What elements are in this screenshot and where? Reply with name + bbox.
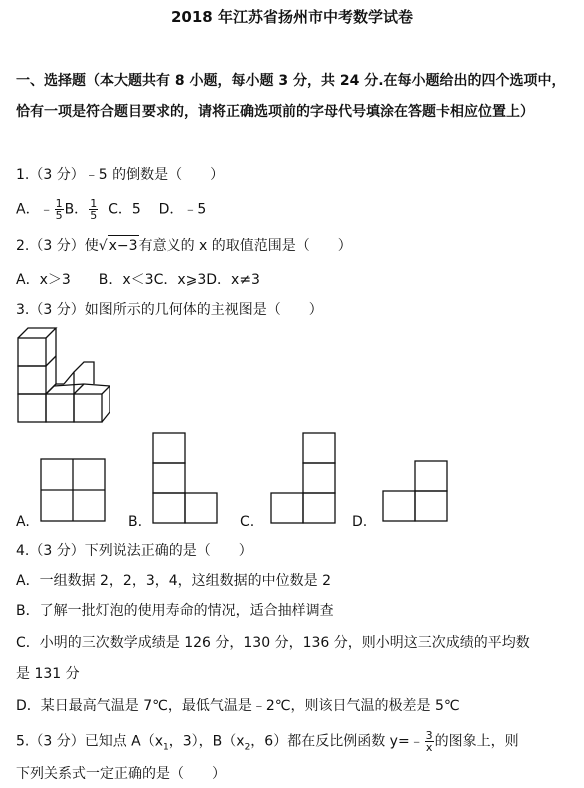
q5-sub2: 2 bbox=[244, 742, 251, 753]
q5-mid2: ，6）都在反比例函数 y=﹣ bbox=[250, 733, 424, 750]
q1-option-a-fraction bbox=[55, 198, 64, 221]
q5-fraction bbox=[425, 730, 434, 753]
q5-stem-prefix: 5.（3 分）已知点 A（x bbox=[16, 733, 164, 750]
q5-stem-suffix: 的图象上，则 bbox=[434, 733, 519, 750]
q3-option-d-label: D. bbox=[352, 514, 368, 530]
q4-stem: 4.（3 分）下列说法正确的是（ ） bbox=[16, 543, 253, 559]
q1-b-denominator: 5 bbox=[90, 209, 98, 222]
q1-a-numerator: 1 bbox=[55, 197, 63, 210]
section-heading: 一、选择题（本大题共有 8 小题，每小题 3 分，共 24 分.在每小题给出的四个选项中，恰有一项是符合题目要求的，请将正确选项前的字母代号填涂在答题卡相应位置上） bbox=[16, 73, 566, 120]
q2-radicand: x−3 bbox=[108, 235, 139, 256]
q3-option-b-figure bbox=[152, 432, 218, 524]
q3-stem: 3.（3 分）如图所示的几何体的主视图是（ ） bbox=[16, 302, 323, 318]
q1-option-c: C．5 bbox=[108, 201, 141, 218]
q2-options: A．x＞3 B．x＜3C．x⩾3D．x≠3 bbox=[16, 272, 260, 288]
q3-option-a-figure bbox=[40, 458, 106, 522]
q4-option-a: A．一组数据 2，2，3，4，这组数据的中位数是 2 bbox=[16, 573, 332, 589]
q1-b-numerator: 1 bbox=[90, 197, 98, 210]
q4-option-c-line1: C．小明的三次数学成绩是 126 分，130 分，136 分，则小明这三次成绩的平均数 bbox=[16, 635, 530, 651]
q3-option-d-figure bbox=[382, 460, 448, 522]
q5-frac-numerator: 3 bbox=[425, 729, 433, 742]
q3-option-a-label: A. bbox=[16, 514, 30, 530]
q2-stem-suffix: 有意义的 x 的取值范围是（ ） bbox=[138, 238, 352, 254]
sqrt-sign: √ bbox=[98, 238, 108, 254]
q4-option-c-line2: 是 131 分 bbox=[16, 666, 80, 682]
q3-option-b-label: B. bbox=[128, 514, 143, 530]
q1-a-denominator: 5 bbox=[55, 209, 63, 222]
q4-option-b: B．了解一批灯泡的使用寿命的情况，适合抽样调查 bbox=[16, 603, 334, 619]
q3-option-c-label: C. bbox=[240, 514, 255, 530]
q3-solid-figure bbox=[14, 326, 110, 426]
q1-option-b-prefix: B． bbox=[64, 201, 89, 218]
q1-option-d: D．﹣5 bbox=[158, 201, 207, 218]
q5-mid1: ，3），B（x bbox=[168, 733, 245, 750]
q3-option-c-figure bbox=[270, 432, 336, 524]
q2-stem bbox=[16, 235, 352, 256]
q4-option-d: D．某日最高气温是 7℃，最低气温是﹣2℃，则该日气温的极差是 5℃ bbox=[16, 698, 460, 714]
q1-stem: 1.（3 分）﹣5 的倒数是（ ） bbox=[16, 167, 225, 183]
q5-sub1: 1 bbox=[163, 742, 169, 753]
q1-option-a-prefix: A．﹣ bbox=[16, 201, 54, 218]
q5-stem bbox=[16, 730, 519, 757]
q1-option-b-fraction bbox=[89, 198, 98, 221]
q1-options bbox=[16, 198, 206, 221]
q5-frac-denominator: x bbox=[425, 741, 433, 754]
q2-stem-prefix: 2.（3 分）使 bbox=[16, 238, 99, 254]
q5-stem-line2: 下列关系式一定正确的是（ ） bbox=[16, 766, 226, 782]
page-title: 2018 年江苏省扬州市中考数学试卷 bbox=[171, 8, 413, 26]
